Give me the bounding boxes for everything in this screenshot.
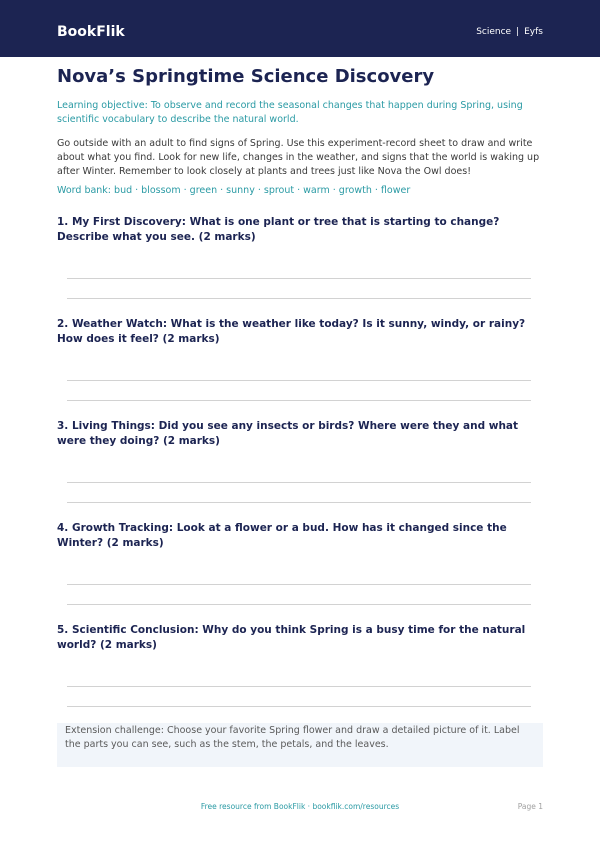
question-4 xyxy=(57,521,543,551)
question-2 xyxy=(57,317,543,347)
word-bank: Word bank: bud · blossom · green · sunny · sprout · warm · growth · flower xyxy=(57,185,411,196)
question-1 xyxy=(57,215,543,245)
question-text: 3. Living Things: Did you see any insects or birds? Where were they and what were they doing? (2 marks) xyxy=(57,420,519,447)
subject-label: Science xyxy=(476,27,512,37)
level-label: Eyfs xyxy=(524,27,543,37)
answer-line[interactable] xyxy=(67,604,531,605)
page-number: Page 1 xyxy=(517,802,543,811)
learning-objective: Learning objective: To observe and record the seasonal changes that happen during Spring, using scientific vocabulary to describe the natural world. xyxy=(57,100,523,125)
answer-line[interactable] xyxy=(67,380,531,381)
question-text: 4. Growth Tracking: Look at a flower or a bud. How has it changed since the Winter? (2 marks) xyxy=(57,522,507,549)
answer-line[interactable] xyxy=(67,482,531,483)
answer-line[interactable] xyxy=(67,278,531,279)
intro-paragraph: Go outside with an adult to find signs of Spring. Use this experiment-record sheet to draw and write about what you find. Look for new life, changes in the weather, and signs that the world is waking up after Winter. Remember to look closely at plants and trees just like Nova the Owl does! xyxy=(57,138,540,177)
page-title: Nova’s Springtime Science Discovery xyxy=(57,66,435,87)
extension-challenge-box xyxy=(57,723,543,767)
question-5 xyxy=(57,623,543,653)
answer-line[interactable] xyxy=(67,298,531,299)
subject-level xyxy=(476,26,543,38)
extension-challenge-text: Extension challenge: Choose your favorite Spring flower and draw a detailed picture of it. Label the parts you can see, such as the stem, the petals, and the leaves. xyxy=(65,725,520,750)
question-text: 1. My First Discovery: What is one plant or tree that is starting to change? Describe what you see. (2 marks) xyxy=(57,216,500,243)
header-separator: | xyxy=(516,27,520,37)
answer-line[interactable] xyxy=(67,686,531,687)
question-3 xyxy=(57,419,543,449)
answer-line[interactable] xyxy=(67,400,531,401)
answer-line[interactable] xyxy=(67,706,531,707)
question-text: 2. Weather Watch: What is the weather like today? Is it sunny, windy, or rainy? How does it feel? (2 marks) xyxy=(57,318,526,345)
question-text: 5. Scientific Conclusion: Why do you think Spring is a busy time for the natural world? (2 marks) xyxy=(57,624,526,651)
brand-logo-text: BookFlik xyxy=(57,24,125,40)
page-header xyxy=(0,0,600,57)
footer-link-text[interactable]: Free resource from BookFlik · bookflik.com/resources xyxy=(200,802,400,811)
answer-line[interactable] xyxy=(67,584,531,585)
answer-line[interactable] xyxy=(67,502,531,503)
